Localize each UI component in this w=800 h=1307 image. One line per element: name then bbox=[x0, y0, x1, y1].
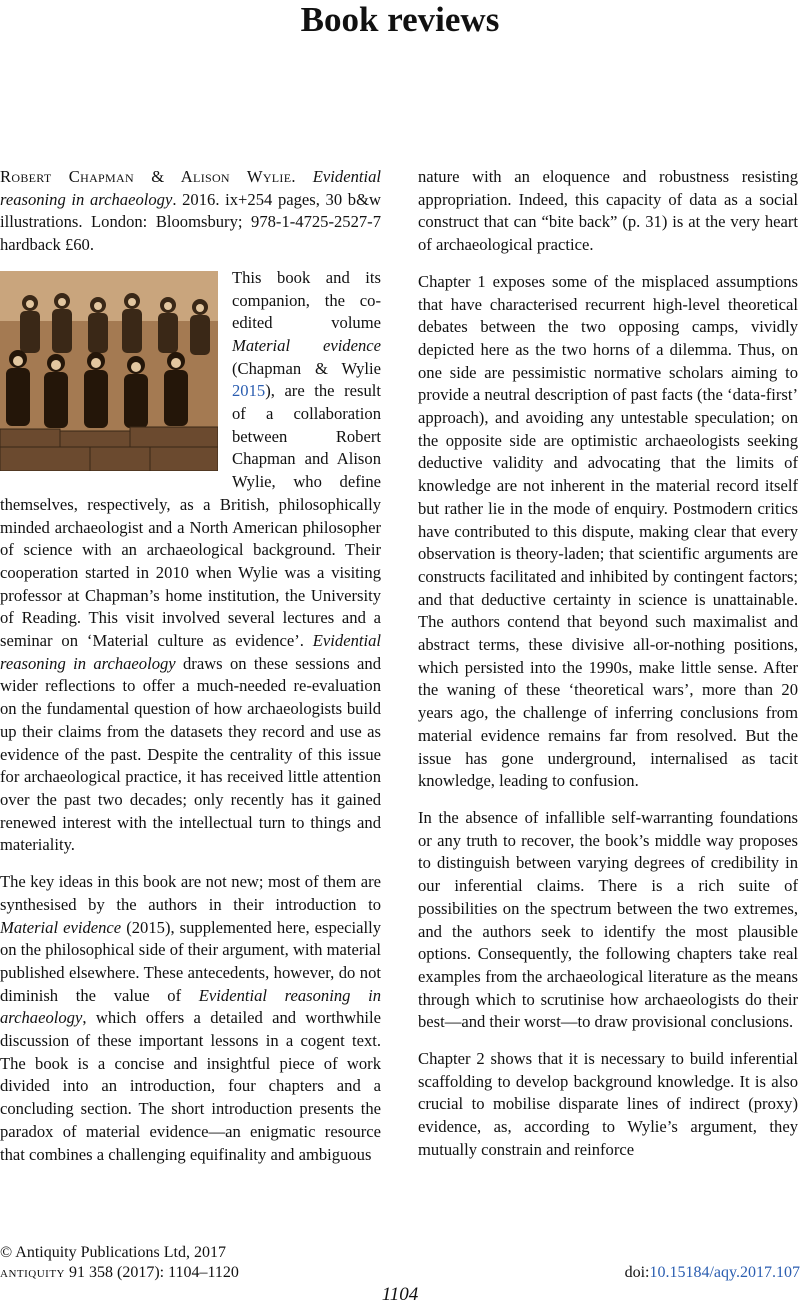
review-paragraph-3: nature with an eloquence and robustness resisting appropriation. Indeed, this capacity of data as a social construct that can “bite back” (p. 31) is at the very heart of archaeological practice. bbox=[418, 167, 798, 255]
copyright-notice: © Antiquity Publications Ltd, 2017 bbox=[0, 1244, 226, 1261]
doi-prefix: doi: bbox=[624, 1264, 650, 1281]
p1-italic-book: Evidential reasoning in archaeology bbox=[0, 631, 381, 673]
review-paragraph-5: In the absence of infallible self-warranting foundations or any truth to recover, the book’s middle way proposes to distinguish between varying degrees of credibility in our inferential claims. There is a rich suite of possibilities on the spectrum between the two extremes, and the authors seek to identify the most plausible options. Consequently, the following chapters take real examples from the archaeological literature as the means through which to scrutinise how archaeologists do their best—and their worst—to draw provisional conclusions. bbox=[418, 807, 798, 1032]
review-paragraph-6: Chapter 2 shows that it is necessary to build inferential scaffolding to develop background knowledge. It is also crucial to mobilise disparate lines of indirect (proxy) evidence, as, according to Wylie’s argument, they mutually constrain and reinforce bbox=[418, 1049, 798, 1159]
journal-citation bbox=[0, 1263, 239, 1283]
p1-text-g: draws on these sessions and wider reflections to offer a much-needed re-evaluation on the fundamental question of how archaeologists build up their claims from the datasets they record and use as evidence of the past. Despite the centrality of this issue for archaeological practice, it has received little attention over the past two decades; only recently has it gained renewed interest with the intellectual turn to things and materiality. bbox=[0, 653, 381, 855]
journal-name: antiquity bbox=[0, 1264, 65, 1281]
volume-issue-pages: 91 358 (2017): 1104–1120 bbox=[64, 1264, 239, 1281]
right-column bbox=[418, 166, 798, 1176]
p2-italic-title: Material evidence bbox=[0, 917, 122, 937]
doi bbox=[625, 1263, 800, 1283]
reference-link-2015[interactable]: 2015 bbox=[232, 381, 266, 401]
p2-text-e: , which offers a detailed and worthwhile discussion of these important lessons in a cogent text. The book is a concise and insightful piece of work divided into an introduction, four chapters and a concluding section. The short introduction presents the paradox of material evidence—an enigmatic resource that combines a challenging equifinality and ambiguous bbox=[0, 1008, 381, 1164]
p2-text-c: (2015), supplemented here, especially on the philosophical side of their argument, with material published elsewhere. These antecedents, however, do not diminish the value of bbox=[0, 917, 382, 1005]
page-title: Book reviews bbox=[300, 0, 500, 39]
review-publication-details: . 2016. ix+254 pages, 30 b&w illustrations. London: Bloomsbury; 978-1-4725-2527-7 hardback £60. bbox=[0, 189, 381, 255]
doi-link[interactable]: 10.15184/aqy.2017.107 bbox=[649, 1264, 800, 1281]
p2-italic-book: Evidential reasoning in archaeology bbox=[0, 985, 381, 1028]
review-authors: Robert Chapman & Alison Wylie. bbox=[0, 167, 296, 186]
review-book-title: Evidential reasoning in archaeology bbox=[0, 167, 381, 209]
review-paragraph-4: Chapter 1 exposes some of the misplaced assumptions that have characterised recurrent high-level theoretical debates between the two opposing camps, vividly depicted here as the two horns of a dilemma. Thus, on one side are pessimistic normative scholars aiming to provide a neutral description of past facts (the ‘data-first’ approach), and avoiding any untestable speculation; on the opposite side are optimistic archaeologists seeking deductive validity and advocating that the limits of knowledge are not inherent in the material record itself but rather lie in the mode of enquiry. Postmodern critics have contributed to this dispute, making clear that every observation is theory-laden; that scientific arguments are constructs facilitated and inhibited by contingent factors; and that deductive certainty in science is unattainable. The authors contend that beyond such maximalist and abstract terms, these divisive all-or-nothing positions, which persisted into the 1990s, make little sense. After the waning of these ‘theoretical wars’, more than 20 years ago, the challenge of inferring conclusions from material evidence remains far from resolved. But the issue has gone underground, internalised as tacit knowledge, leading to confusion. bbox=[418, 271, 798, 791]
p2-text-a: The key ideas in this book are not new; most of them are synthesised by the authors in their introduction to bbox=[0, 872, 381, 914]
p1-text-e: ), are the result of a collaboration between Robert Chapman and Alison Wylie, who define themselves, respectively, as a British, philosophically minded archaeologist and a North American philosopher of science with an archaeological background. Their cooperation started in 2010 when Wylie was a visiting professor at Chapman’s home institution, the University of Reading. This visit involved several lectures and a seminar on ‘Material culture as evidence’. bbox=[0, 381, 381, 651]
left-column bbox=[0, 166, 381, 1180]
page-number: 1104 bbox=[381, 1284, 419, 1305]
review-paragraph-2 bbox=[0, 871, 381, 1166]
p1-text-a: This book and its companion, the co-edited volume bbox=[232, 267, 381, 333]
review-citation-header bbox=[0, 166, 381, 257]
group-photograph bbox=[0, 271, 218, 471]
journal-citation-line bbox=[0, 1263, 800, 1283]
group-photo-illustration bbox=[0, 271, 218, 471]
p1-text-c: (Chapman & Wylie bbox=[232, 358, 381, 378]
p1-italic-title: Material evidence bbox=[232, 335, 381, 355]
